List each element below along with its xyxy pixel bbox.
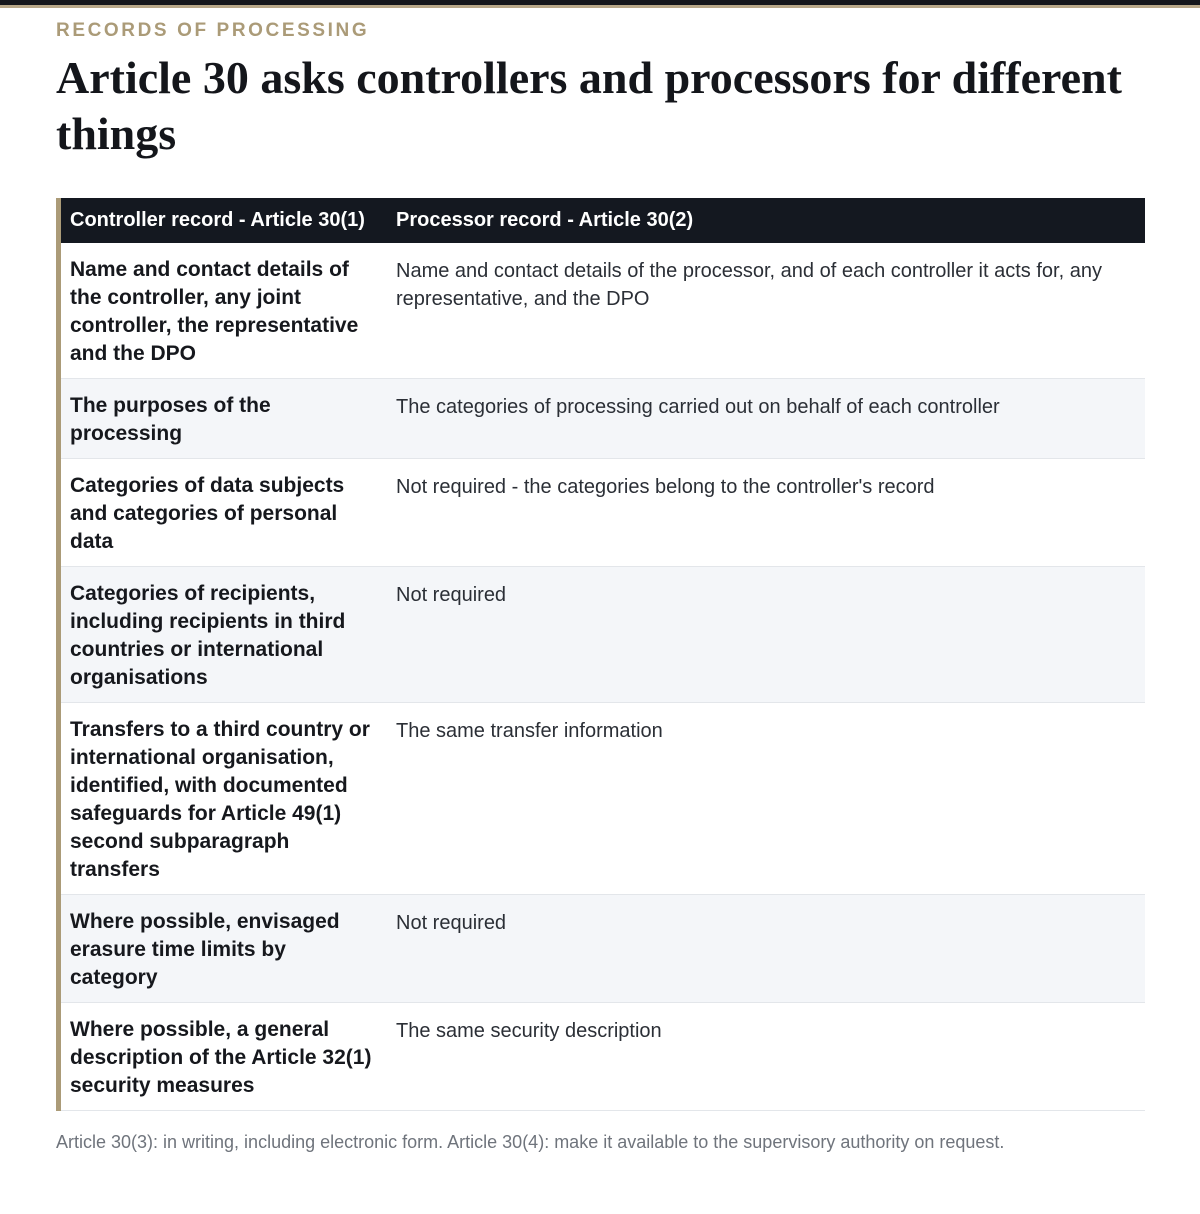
comparison-table (61, 198, 1145, 1111)
table-row (61, 459, 1145, 567)
eyebrow-label: RECORDS OF PROCESSING (56, 20, 370, 41)
processor-cell: The same security description (387, 1003, 1145, 1111)
controller-cell: Where possible, a general description of the Article 32(1) security measures (61, 1003, 387, 1111)
processor-cell: The same transfer information (387, 703, 1145, 895)
processor-cell: Not required (387, 895, 1145, 1003)
processor-cell: Not required (387, 567, 1145, 703)
table-row (61, 1003, 1145, 1111)
controller-cell: Where possible, envisaged erasure time limits by category (61, 895, 387, 1003)
controller-cell: Categories of recipients, including recipients in third countries or international organisations (61, 567, 387, 703)
controller-cell: The purposes of the processing (61, 379, 387, 459)
table-row (61, 243, 1145, 379)
table-header-row (61, 198, 1145, 243)
controller-cell: Categories of data subjects and categories of personal data (61, 459, 387, 567)
processor-cell: The categories of processing carried out on behalf of each controller (387, 379, 1145, 459)
processor-cell: Not required - the categories belong to the controller's record (387, 459, 1145, 567)
processor-cell: Name and contact details of the processor, and of each controller it acts for, any representative, and the DPO (387, 243, 1145, 379)
footnote: Article 30(3): in writing, including electronic form. Article 30(4): make it available to the supervisory authority on request. (56, 1132, 1005, 1152)
table-row (61, 567, 1145, 703)
table-row (61, 379, 1145, 459)
table-row (61, 895, 1145, 1003)
comparison-table-container (56, 198, 1145, 1111)
page-title: Article 30 asks controllers and processors for different things (56, 52, 1122, 159)
column-header-controller: Controller record - Article 30(1) (61, 198, 387, 243)
controller-cell: Transfers to a third country or international organisation, identified, with documented safeguards for Article 49(1) second subparagraph transfers (61, 703, 387, 895)
controller-cell: Name and contact details of the controller, any joint controller, the representative and the DPO (61, 243, 387, 379)
column-header-processor: Processor record - Article 30(2) (387, 198, 1145, 243)
table-row (61, 703, 1145, 895)
top-rule (0, 0, 1200, 8)
